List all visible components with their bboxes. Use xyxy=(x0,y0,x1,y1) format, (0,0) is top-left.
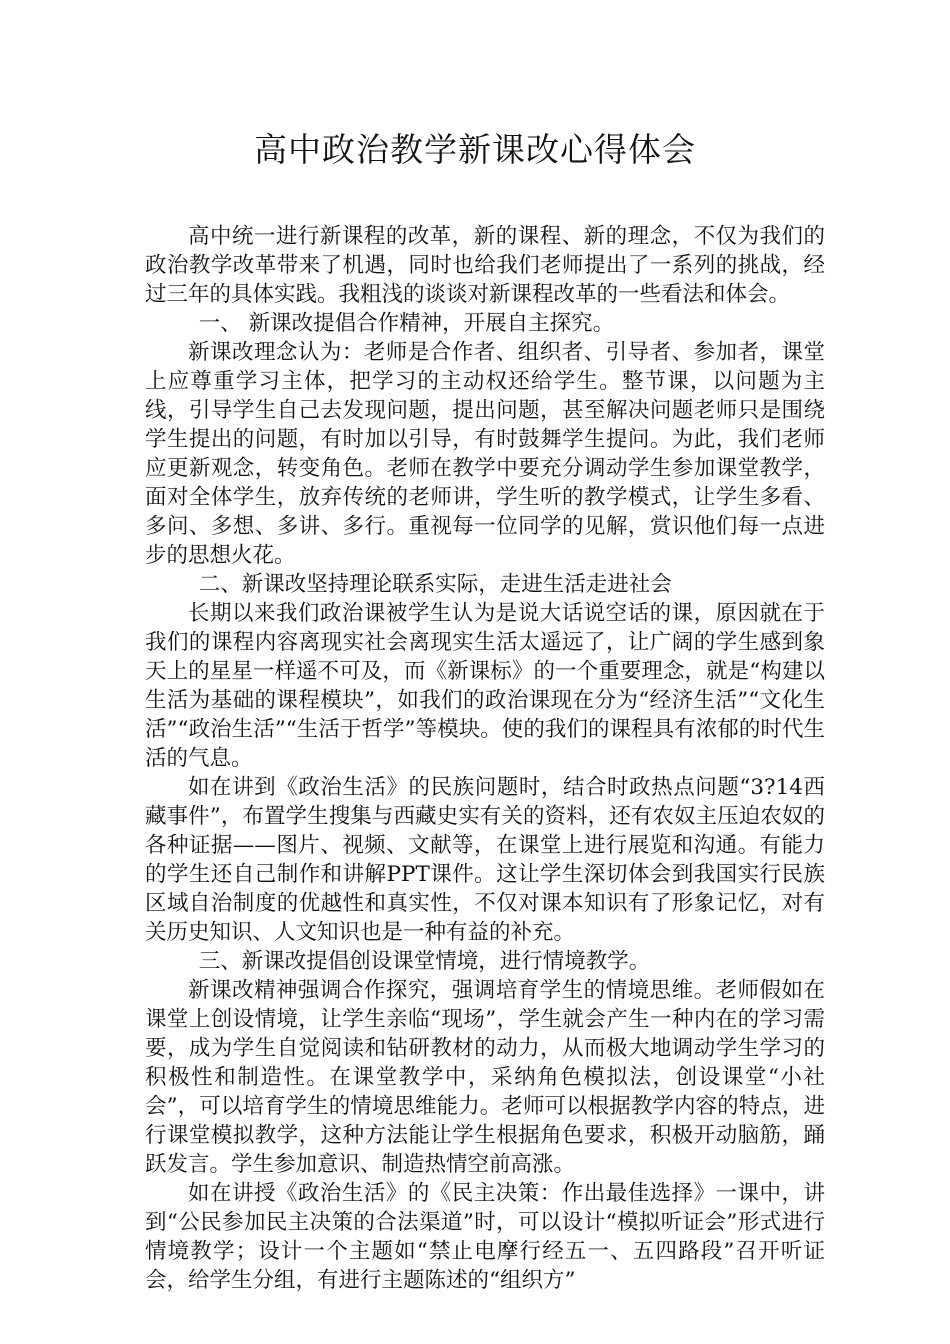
paragraph-section-2: 长期以来我们政治课被学生认为是说大话说空话的课，原因就在于我们的课程内容离现实社会离现实生活太遥远了，让广阔的学生感到象天上的星星一样遥不可及，而《新课标》的一个重要理念，就是“构建以生活为基础的课程模块”，如我们的政治课现在分为“经济生活”“文化生活”“政治生活”“生活于哲学”等模块。使的我们的课程具有浓郁的时代生活的气息。 xyxy=(145,601,825,771)
section-heading-3: 三、新课改提倡创设课堂情境，进行情境教学。 xyxy=(198,949,651,974)
paragraph-section-3-example: 如在讲授《政治生活》的《民主决策：作出最佳选择》一课中，讲到“公民参加民主决策的合法渠道”时，可以设计“模拟听证会”形式进行情境教学；设计一个主题如“禁止电摩行经五一、五四路段”召开听证会，给学生分组，有进行主题陈述的“组织方” xyxy=(145,1181,825,1293)
paragraph-section-3: 新课改精神强调合作探究，强调培育学生的情境思维。老师假如在课堂上创设情境，让学生亲临“现场”，学生就会产生一种内在的学习需要，成为学生自觉阅读和钻研教材的动力，从而极大地调动学生学习的积极性和制造性。在课堂教学中，采纳角色模拟法，创设课堂“小社会”，可以培育学生的情境思维能力。老师可以根据教学内容的特点，进行课堂模拟教学，这种方法能让学生根据角色要求，积极开动脑筋，踊跃发言。学生参加意识、制造热情空前高涨。 xyxy=(145,978,825,1177)
section-heading-2: 二、新课改坚持理论联系实际，走进生活走进社会 xyxy=(198,572,672,597)
document-body xyxy=(145,222,825,1295)
paragraph-section-1: 新课改理念认为：老师是合作者、组织者、引导者、参加者，课堂上应尊重学习主体，把学习的主动权还给学生。整节课，以问题为主线，引导学生自己去发现问题，提出问题，甚至解决问题老师只是围绕学生提出的问题，有时加以引导，有时鼓舞学生提问。为此，我们老师应更新观念，转变角色。老师在教学中要充分调动学生参加课堂教学，面对全体学生，放弃传统的老师讲，学生听的教学模式，让学生多看、多问、多想、多讲、多行。重视每一位同学的见解，赏识他们每一点进步的思想火花。 xyxy=(145,340,825,568)
document-title: 高中政治教学新课改心得体会 xyxy=(254,130,696,169)
paragraph-section-2-example: 如在讲到《政治生活》的民族问题时，结合时政热点问题“3?14西藏事件”，布置学生搜集与西藏史实有关的资料，还有农奴主压迫农奴的各种证据——图片、视频、文献等，在课堂上进行展览和沟通。有能力的学生还自己制作和讲解PPT课件。这让学生深切体会到我国实行民族区域自治制度的优越性和真实性，不仅对课本知识有了形象记忆，对有关历史知识、人文知识也是一种有益的补充。 xyxy=(145,775,825,945)
section-heading-1: 一、 新课改提倡合作精神，开展自主探究。 xyxy=(198,311,615,336)
paragraph-intro: 高中统一进行新课程的改革，新的课程、新的理念，不仅为我们的政治教学改革带来了机遇，同时也给我们老师提出了一系列的挑战，经过三年的具体实践。我粗浅的谈谈对新课程改革的一些看法和体会。 xyxy=(145,224,825,307)
